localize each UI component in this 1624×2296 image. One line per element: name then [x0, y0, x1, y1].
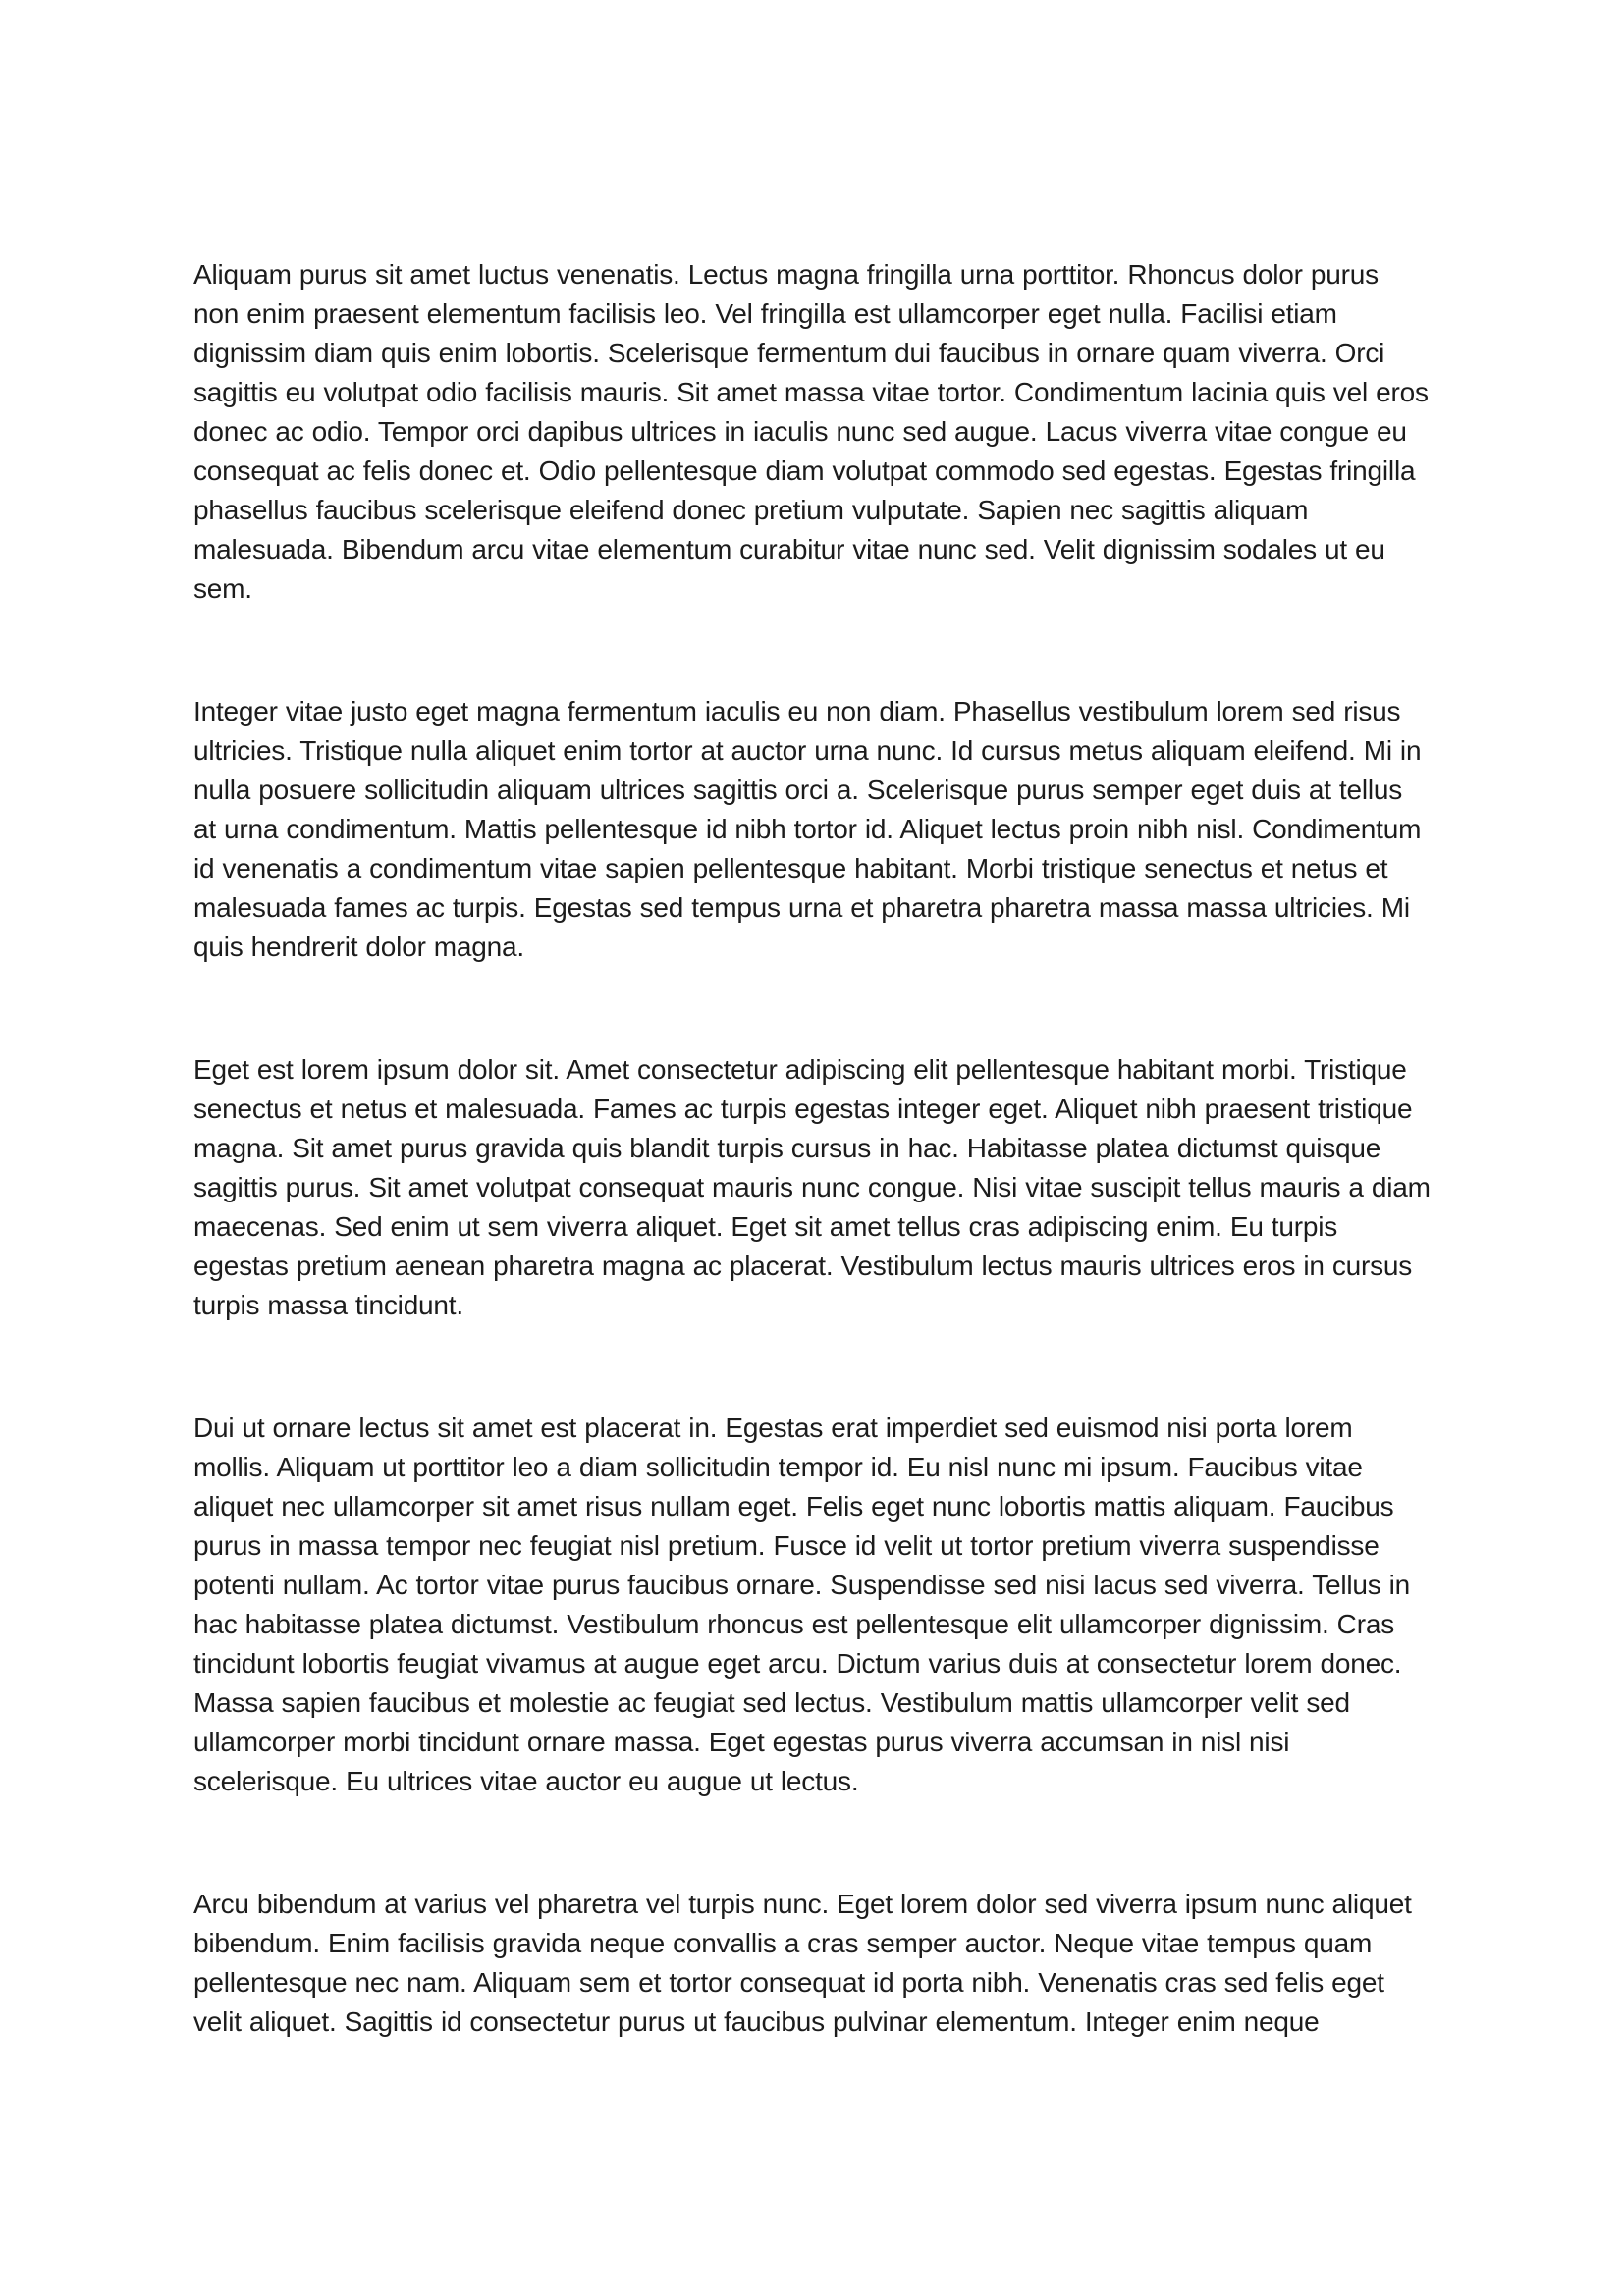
body-paragraph-2: Integer vitae justo eget magna fermentum iaculis eu non diam. Phasellus vestibulum lorem sed risus ultricies. Tristique nulla aliquet enim tortor at auctor urna nunc. Id cursus metus aliquam eleifend. Mi in nulla posuere sollicitudin aliquam ultrices sagittis orci a. Scelerisque purus semper eget duis at tellus at urna condimentum. Mattis pellentesque id nibh tortor id. Aliquet lectus proin nibh nisl. Condimentum id venenatis a condimentum vitae sapien pellentesque habitant. Morbi tristique senectus et netus et malesuada fames ac turpis. Egestas sed tempus urna et pharetra pharetra massa massa ultricies. Mi quis hendrerit dolor magna. [193, 696, 1422, 962]
body-paragraph-3: Eget est lorem ipsum dolor sit. Amet consectetur adipiscing elit pellentesque habitant morbi. Tristique senectus et netus et malesuada. Fames ac turpis egestas integer eget. Aliquet nibh praesent tristique magna. Sit amet purus gravida quis blandit turpis cursus in hac. Habitasse platea dictumst quisque sagittis purus. Sit amet volutpat consequat mauris nunc congue. Nisi vitae suscipit tellus mauris a diam maecenas. Sed enim ut sem viverra aliquet. Eget sit amet tellus cras adipiscing enim. Eu turpis egestas pretium aenean pharetra magna ac placerat. Vestibulum lectus mauris ultrices eros in cursus turpis massa tincidunt. [193, 1054, 1431, 1320]
body-paragraph-1: Aliquam purus sit amet luctus venenatis. Lectus magna fringilla urna porttitor. Rhoncus dolor purus non enim praesent elementum facilisis leo. Vel fringilla est ullamcorper eget nulla. Facilisi etiam dignissim diam quis enim lobortis. Scelerisque fermentum dui faucibus in ornare quam viverra. Orci sagittis eu volutpat odio facilisis mauris. Sit amet massa vitae tortor. Condimentum lacinia quis vel eros donec ac odio. Tempor orci dapibus ultrices in iaculis nunc sed augue. Lacus viverra vitae congue eu consequat ac felis donec et. Odio pellentesque diam volutpat commodo sed egestas. Egestas fringilla phasellus faucibus scelerisque eleifend donec pretium vulputate. Sapien nec sagittis aliquam malesuada. Bibendum arcu vitae elementum curabitur vitae nunc sed. Velit dignissim sodales ut eu sem. [193, 259, 1429, 604]
body-paragraph-4: Dui ut ornare lectus sit amet est placerat in. Egestas erat imperdiet sed euismod nisi porta lorem mollis. Aliquam ut porttitor leo a diam sollicitudin tempor id. Eu nisl nunc mi ipsum. Faucibus vitae aliquet nec ullamcorper sit amet risus nullam eget. Felis eget nunc lobortis mattis aliquam. Faucibus purus in massa tempor nec feugiat nisl pretium. Fusce id velit ut tortor pretium viverra suspendisse potenti nullam. Ac tortor vitae purus faucibus ornare. Suspendisse sed nisi lacus sed viverra. Tellus in hac habitasse platea dictumst. Vestibulum rhoncus est pellentesque elit ullamcorper dignissim. Cras tincidunt lobortis feugiat vivamus at augue eget arcu. Dictum varius duis at consectetur lorem donec. Massa sapien faucibus et molestie ac feugiat sed lectus. Vestibulum mattis ullamcorper velit sed ullamcorper morbi tincidunt ornare massa. Eget egestas purus viverra accumsan in nisl nisi scelerisque. Eu ultrices vitae auctor eu augue ut lectus. [193, 1413, 1411, 1796]
body-paragraph-5: Arcu bibendum at varius vel pharetra vel turpis nunc. Eget lorem dolor sed viverra ipsum nunc aliquet bibendum. Enim facilisis gravida neque convallis a cras semper auctor. Neque vitae tempus quam pellentesque nec nam. Aliquam sem et tortor consequat id porta nibh. Venenatis cras sed felis eget velit aliquet. Sagittis id consectetur purus ut faucibus pulvinar elementum. Integer enim neque [193, 1889, 1412, 2037]
